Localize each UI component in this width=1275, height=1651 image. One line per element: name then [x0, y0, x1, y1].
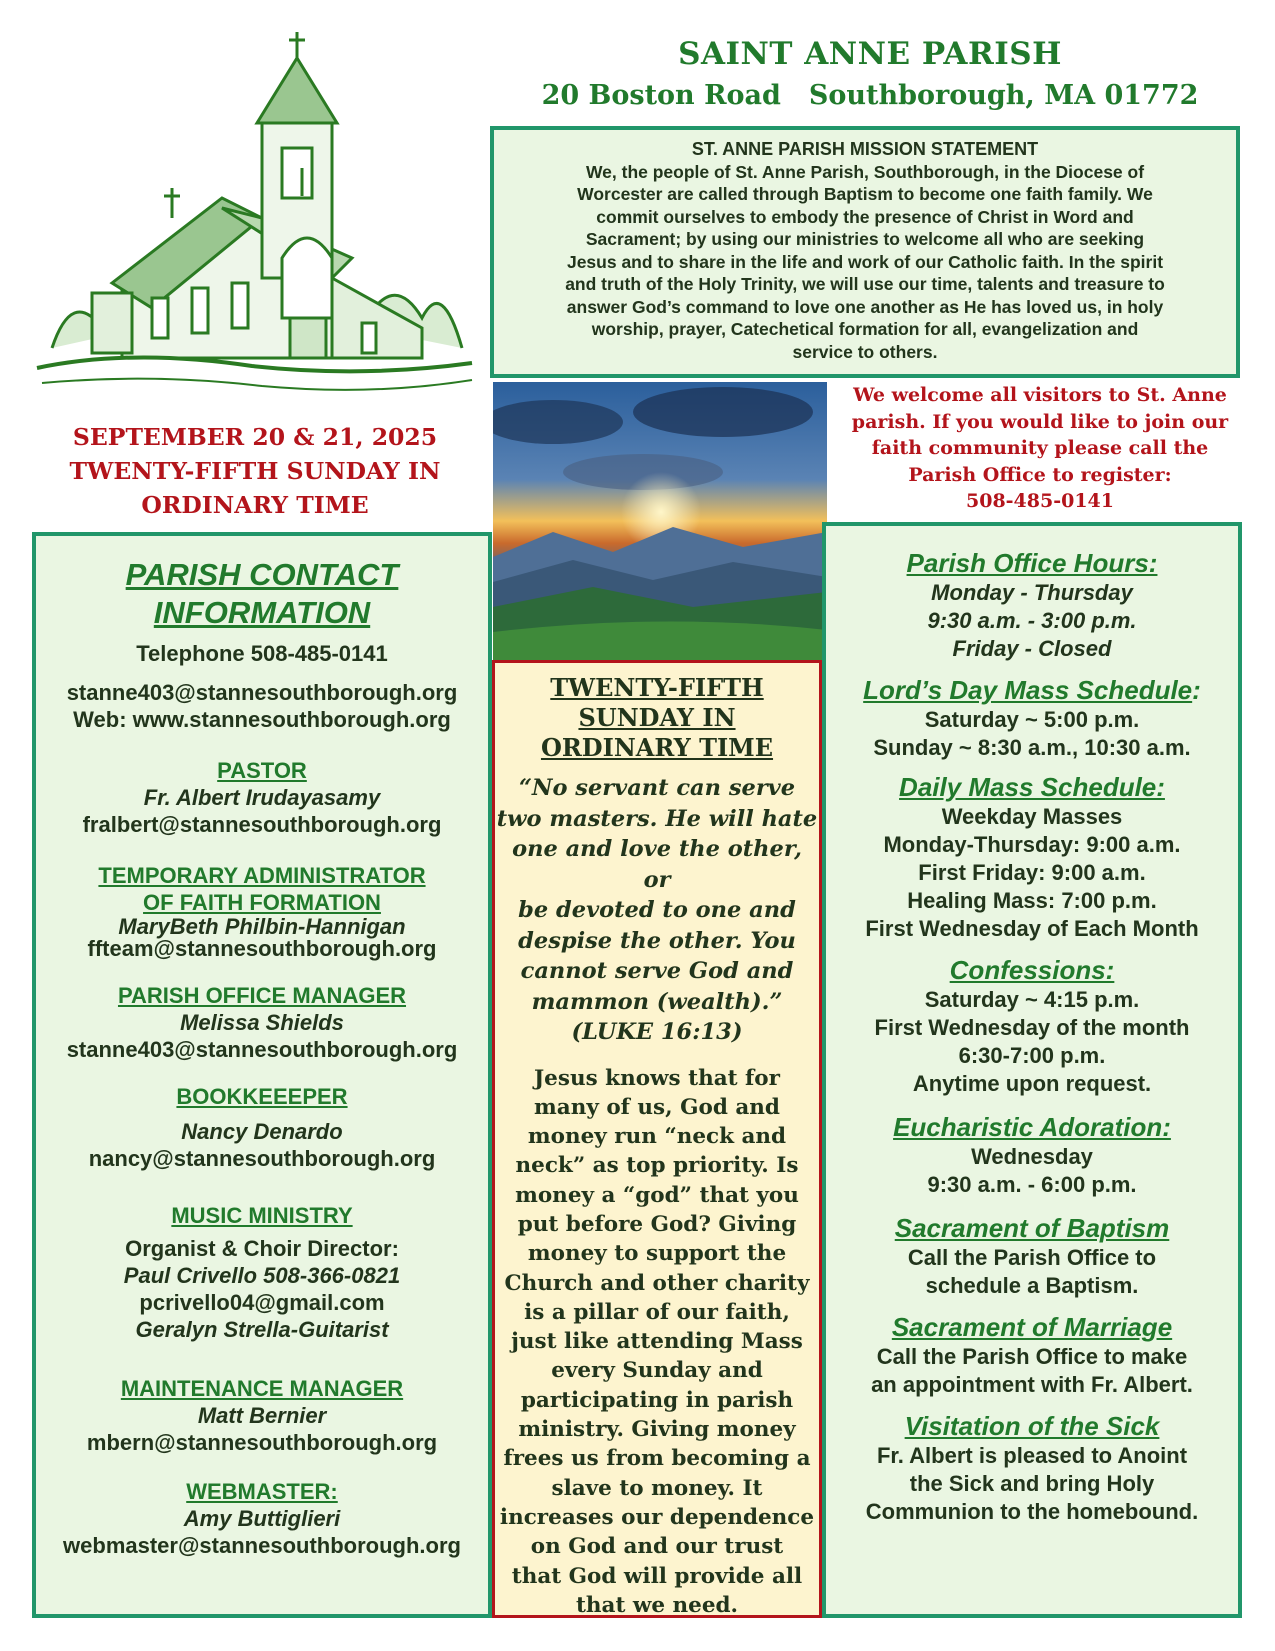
date-line: ORDINARY TIME	[141, 491, 369, 519]
mission-line: Worcester are called through Baptism to become one faith family. We	[577, 184, 1153, 204]
baptism-line: Call the Parish Office to	[907, 1245, 1157, 1270]
contact-title-line: INFORMATION	[153, 595, 371, 630]
pastor-heading: PASTOR	[217, 758, 307, 783]
marriage-line: an appointment with Fr. Albert.	[871, 1372, 1193, 1397]
reflection-line: ministry. Giving money	[518, 1417, 796, 1443]
mission-title: ST. ANNE PARISH MISSION STATEMENT	[691, 139, 1039, 159]
gospel-reflection-box	[492, 660, 822, 1618]
lords-day-line: Sunday ~ 8:30 a.m., 10:30 a.m.	[873, 735, 1191, 760]
daily-mass-line: First Wednesday of Each Month	[865, 916, 1199, 941]
daily-mass-line: Weekday Masses	[941, 804, 1123, 829]
visitation-line: Communion to the homebound.	[865, 1499, 1199, 1524]
reflection-line: increases our dependence	[499, 1504, 815, 1530]
confessions-line: 6:30-7:00 p.m.	[958, 1043, 1106, 1068]
daily-mass-line: Healing Mass: 7:00 p.m.	[907, 888, 1157, 913]
quote-line: two masters. He will hate	[496, 805, 818, 832]
visitation-line: the Sick and bring Holy	[909, 1471, 1155, 1496]
music-ministry-heading: MUSIC MINISTRY	[171, 1203, 353, 1228]
welcome-phone: 508-485-0141	[966, 490, 1114, 512]
welcome-line: faith community please call the	[871, 437, 1209, 459]
visitation-line: Fr. Albert is pleased to Anoint	[876, 1443, 1188, 1468]
mission-line: answer God’s command to love one another as He has loved us, in holy	[566, 296, 1164, 317]
reflection-line: neck” as top priority. Is	[515, 1153, 799, 1179]
maintenance-email[interactable]: mbern@stannesouthborough.org	[86, 1430, 438, 1455]
sunrise-mountain-photo	[493, 382, 827, 660]
faith-formation-heading: TEMPORARY ADMINISTRATOR	[98, 863, 426, 888]
quote-line: cannot serve God and	[520, 958, 794, 984]
mission-statement-box	[490, 126, 1240, 378]
office-manager-email[interactable]: stanne403@stannesouthborough.org	[66, 1037, 458, 1062]
visitation-heading: Visitation of the Sick	[904, 1411, 1160, 1441]
address-street: 20 Boston Road	[541, 80, 781, 111]
contact-title	[36, 556, 488, 632]
welcome-line: We welcome all visitors to St. Anne	[853, 384, 1227, 406]
reflection-line: money run “neck and	[527, 1124, 787, 1150]
quote-line: one and love the other, or	[512, 836, 802, 893]
office-manager-name: Melissa Shields	[180, 1010, 344, 1035]
church-illustration	[32, 28, 480, 412]
office-hours-heading: Parish Office Hours:	[906, 548, 1158, 578]
contact-email[interactable]: stanne403@stannesouthborough.org	[66, 680, 458, 705]
mission-line: worship, prayer, Catechetical formation for all, evangelization and	[591, 319, 1139, 339]
webmaster-heading: WEBMASTER:	[186, 1479, 338, 1504]
bookkeeper-email[interactable]: nancy@stannesouthborough.org	[88, 1146, 436, 1171]
schedule-box	[822, 522, 1242, 1618]
faith-formation-name: MaryBeth Philbin-Hannigan	[118, 914, 406, 939]
maintenance-name: Matt Bernier	[197, 1403, 327, 1428]
reflection-line: Church and other charity	[504, 1270, 810, 1296]
lords-day-heading-colon: :	[1192, 675, 1201, 705]
baptism-line: schedule a Baptism.	[925, 1273, 1139, 1298]
reflection-line: Jesus knows that for	[534, 1065, 780, 1091]
pastor-email[interactable]: fralbert@stannesouthborough.org	[82, 812, 442, 837]
lords-day-line: Saturday ~ 5:00 p.m.	[924, 707, 1140, 732]
contact-title-line: PARISH CONTACT	[125, 557, 399, 592]
adoration-line: Wednesday	[971, 1144, 1093, 1169]
baptism-heading: Sacrament of Baptism	[894, 1213, 1170, 1243]
mission-line: We, the people of St. Anne Parish, Southborough, in the Diocese of	[585, 161, 1145, 182]
reflection-line: just like attending Mass	[511, 1329, 803, 1355]
office-hours-line: Friday - Closed	[952, 636, 1112, 661]
mission-line: and truth of the Holy Trinity, we will use our time, talents and treasure to	[565, 274, 1165, 294]
gospel-title-line: TWENTY-FIFTH	[550, 673, 764, 702]
reflection-line: that we need.	[575, 1592, 739, 1618]
bookkeeper-heading: BOOKKEEEPER	[176, 1084, 348, 1109]
confessions-line: First Wednesday of the month	[874, 1015, 1190, 1040]
reflection-line: on God and our trust	[530, 1534, 784, 1560]
address-city: Southborough, MA 01772	[808, 80, 1199, 111]
reflection-line: many of us, God and	[534, 1094, 780, 1120]
parish-address	[480, 80, 1260, 111]
reflection-line: money a “god” that you	[515, 1182, 799, 1208]
mission-line: Jesus and to share in the life and work of our Catholic faith. In the spirit	[566, 251, 1164, 272]
daily-mass-line: Monday-Thursday: 9:00 a.m.	[883, 832, 1181, 857]
gospel-reflection	[495, 1064, 819, 1621]
pastor-name: Fr. Albert Irudayasamy	[143, 785, 381, 810]
music-director: Paul Crivello 508-366-0821	[123, 1263, 401, 1288]
gospel-quote	[495, 773, 819, 1048]
webmaster-name: Amy Buttiglieri	[183, 1506, 341, 1531]
reflection-line: put before God? Giving	[517, 1211, 797, 1237]
confessions-heading: Confessions:	[949, 955, 1115, 985]
office-hours-line: Monday - Thursday	[931, 580, 1133, 605]
contact-telephone: Telephone 508-485-0141	[136, 641, 388, 666]
marriage-heading: Sacrament of Marriage	[891, 1312, 1173, 1342]
webmaster-email[interactable]: webmaster@stannesouthborough.org	[63, 1533, 461, 1558]
date-line: SEPTEMBER 20 & 21, 2025	[72, 423, 438, 451]
adoration-heading: Eucharistic Adoration:	[893, 1112, 1171, 1142]
gospel-title-line: SUNDAY IN	[578, 703, 736, 732]
music-email[interactable]: pcrivello04@gmail.com	[139, 1290, 385, 1315]
quote-citation: (LUKE 16:13)	[571, 1019, 743, 1045]
reflection-line: slave to money. It	[551, 1475, 763, 1501]
mission-line: commit ourselves to embody the presence of Christ in Word and	[596, 206, 1134, 227]
parish-name: SAINT ANNE PARISH	[678, 36, 1062, 72]
lords-day-heading-text: Lord’s Day Mass Schedule	[863, 675, 1193, 705]
faith-formation-email[interactable]: ffteam@stannesouthborough.org	[87, 936, 437, 961]
bulletin-date	[40, 420, 470, 522]
welcome-note	[830, 382, 1250, 515]
parish-contact-box	[32, 532, 492, 1618]
mission-line: Sacrament; by using our ministries to welcome all who are seeking	[585, 229, 1145, 249]
quote-line: despise the other. You	[518, 927, 796, 954]
reflection-line: is a pillar of our faith,	[524, 1299, 790, 1325]
reflection-line: participating in parish	[520, 1387, 794, 1413]
daily-mass-heading: Daily Mass Schedule:	[899, 772, 1165, 802]
reflection-line: that God will provide all	[511, 1563, 803, 1589]
office-hours-line: 9:30 a.m. - 3:00 p.m.	[927, 608, 1137, 633]
confessions-line: Anytime upon request.	[912, 1071, 1152, 1096]
contact-web[interactable]: Web: www.stannesouthborough.org	[73, 707, 451, 732]
mission-line: service to others.	[792, 341, 938, 362]
confessions-line: Saturday ~ 4:15 p.m.	[924, 987, 1140, 1012]
reflection-line: frees us from becoming a	[503, 1446, 811, 1472]
welcome-line: Parish Office to register:	[908, 463, 1172, 486]
quote-line: mammon (wealth).”	[531, 988, 783, 1015]
welcome-line: parish. If you would like to join our	[851, 410, 1229, 433]
quote-line: “No servant can serve	[518, 775, 796, 801]
bookkeeper-name: Nancy Denardo	[181, 1119, 343, 1144]
reflection-line: money to support the	[527, 1241, 787, 1267]
gospel-title	[495, 673, 819, 763]
office-manager-heading: PARISH OFFICE MANAGER	[117, 983, 407, 1008]
faith-formation-heading: OF FAITH FORMATION	[143, 890, 381, 915]
music-role: Organist & Choir Director:	[125, 1236, 399, 1261]
quote-line: be devoted to one and	[518, 897, 796, 923]
reflection-line: every Sunday and	[551, 1358, 763, 1384]
daily-mass-line: First Friday: 9:00 a.m.	[918, 860, 1146, 885]
music-guitarist: Geralyn Strella-Guitarist	[135, 1317, 389, 1342]
marriage-line: Call the Parish Office to make	[876, 1344, 1188, 1369]
gospel-title-line: ORDINARY TIME	[540, 733, 774, 762]
maintenance-heading: MAINTENANCE MANAGER	[120, 1376, 404, 1401]
adoration-line: 9:30 a.m. - 6:00 p.m.	[927, 1172, 1137, 1197]
lords-day-heading	[826, 675, 1238, 706]
date-line: TWENTY-FIFTH SUNDAY IN	[69, 457, 441, 485]
